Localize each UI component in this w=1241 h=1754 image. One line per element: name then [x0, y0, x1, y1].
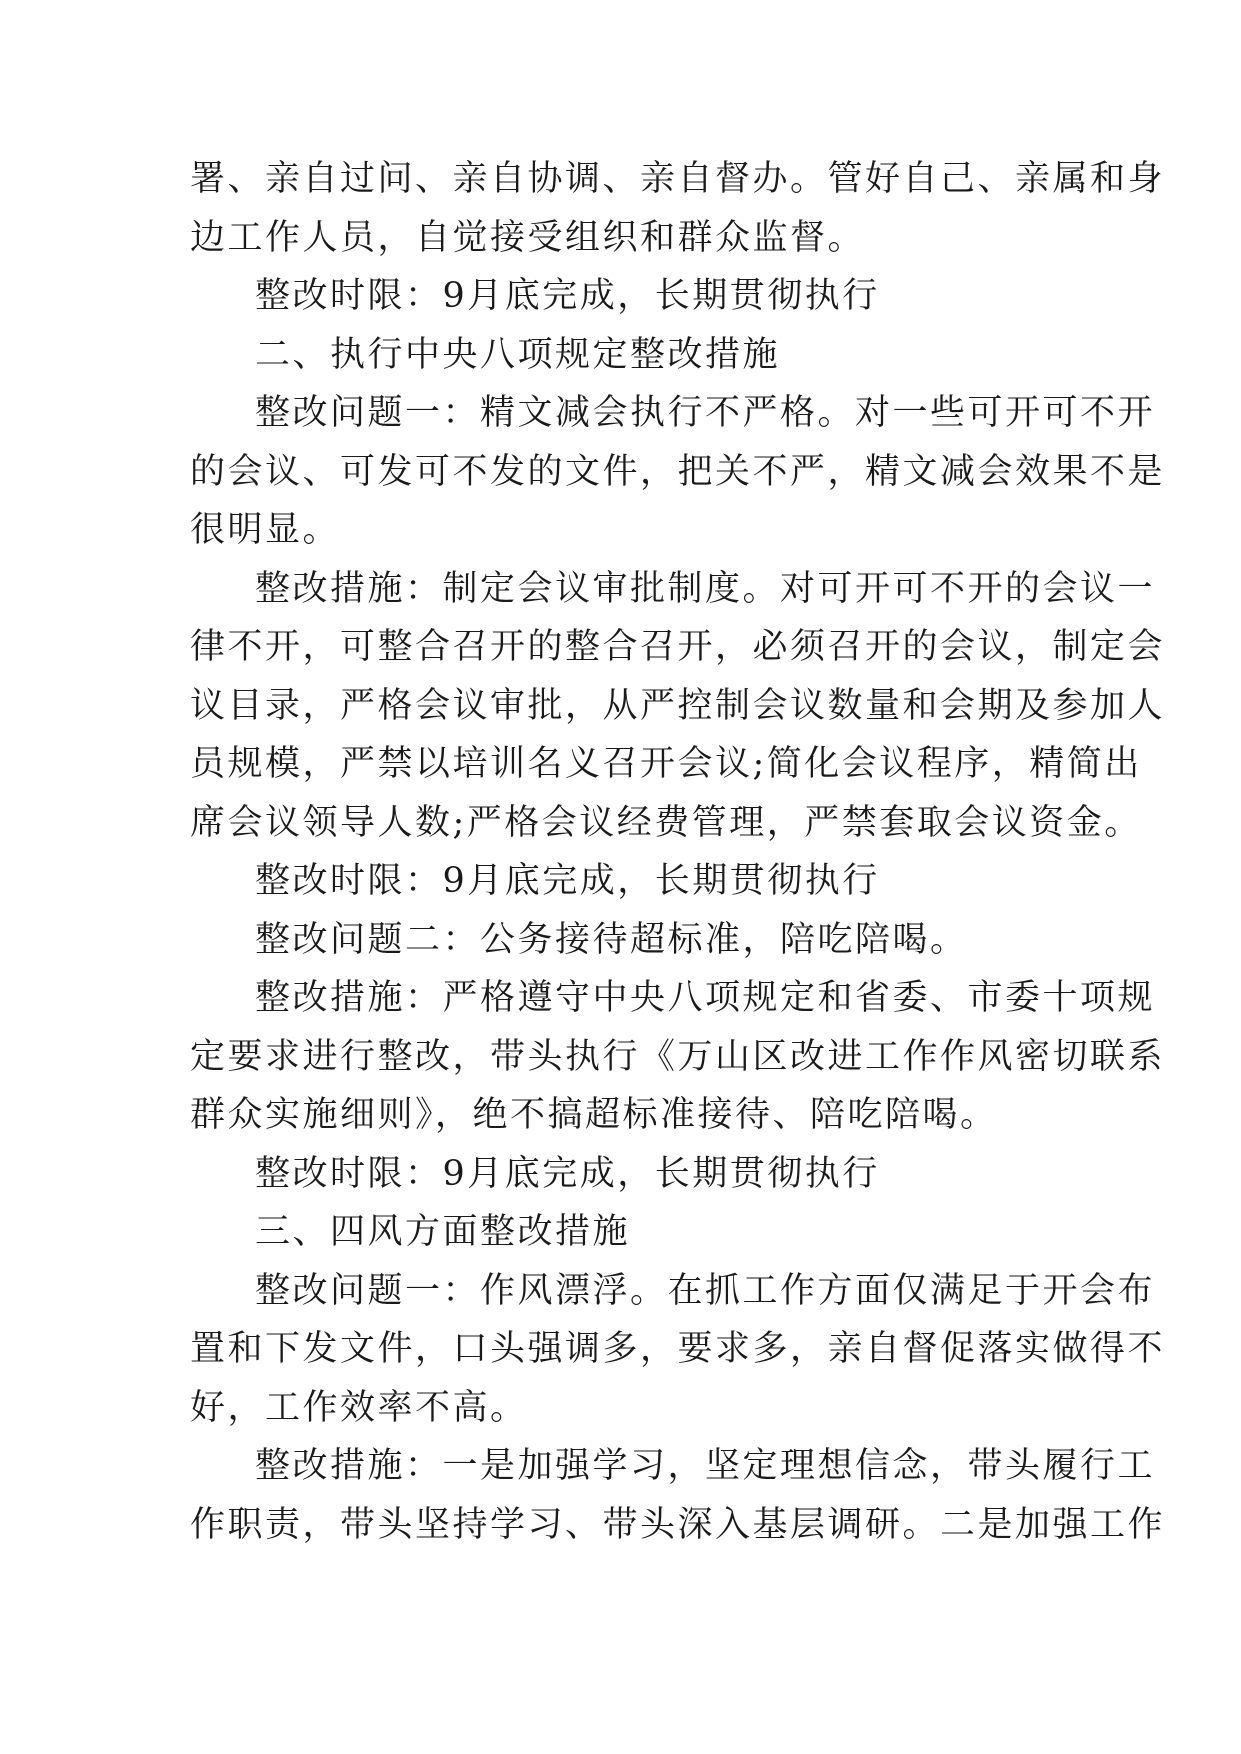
text-line: 二、执行中央八项规定整改措施: [255, 334, 781, 375]
text-line: 置和下发文件，口头强调多，要求多，亲自督促落实做得不: [190, 1329, 1166, 1369]
text-line: 群众实施细则》，绝不搞超标准接待、陪吃陪喝。: [190, 1095, 998, 1135]
text-line: 整改措施：制定会议审批制度。对可开可不开的会议一: [255, 568, 1156, 609]
text-line: 议目录，严格会议审批，从严控制会议数量和会期及参加人: [190, 685, 1166, 726]
text-line: 定要求进行整改，带头执行《万山区改进工作作风密切联系: [190, 1036, 1166, 1077]
text-line: 整改措施：严格遵守中央八项规定和省委、市委十项规: [255, 978, 1156, 1018]
text-line: 整改措施：一是加强学习，坚定理想信念，带头履行工: [255, 1446, 1156, 1486]
document-body: [190, 150, 1166, 1554]
text-line: 整改问题二：公务接待超标准，陪吃陪喝。: [255, 919, 968, 960]
text-line: 署、亲自过问、亲自协调、亲自督办。管好自己、亲属和身: [190, 159, 1166, 199]
text-line: 好，工作效率不高。: [190, 1387, 528, 1428]
text-line: 很明显。: [190, 510, 341, 550]
text-line: 律不开，可整合召开的整合召开，必须召开的会议，制定会: [190, 627, 1166, 667]
text-line: 整改时限：9月底完成，长期贯彻执行: [255, 276, 880, 316]
text-line: 三、四风方面整改措施: [255, 1212, 631, 1252]
text-line: 作职责，带头坚持学习、带头深入基层调研。二是加强工作: [190, 1504, 1166, 1545]
text-line: 整改问题一：作风漂浮。在抓工作方面仅满足于开会布: [255, 1270, 1156, 1311]
text-line: 整改问题一：精文减会执行不严格。对一些可开可不开: [255, 393, 1156, 433]
text-line: 整改时限：9月底完成，长期贯彻执行: [255, 861, 880, 901]
text-line: 边工作人员，自觉接受组织和群众监督。: [190, 217, 866, 258]
text-line: 员规模，严禁以培训名义召开会议;简化会议程序，精简出: [190, 744, 1142, 784]
text-line: 的会议、可发可不发的文件，把关不严，精文减会效果不是: [190, 451, 1166, 492]
text-line: 整改时限：9月底完成，长期贯彻执行: [255, 1153, 880, 1194]
text-line: 席会议领导人数;严格会议经费管理，严禁套取会议资金。: [190, 802, 1142, 843]
